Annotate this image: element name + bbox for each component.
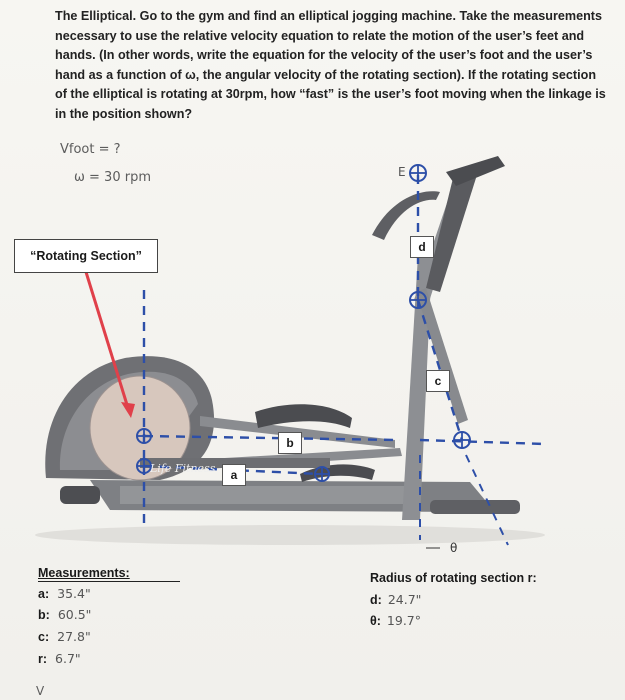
measurement-label: b: — [38, 608, 50, 622]
v-foot-note: Vfoot = ? — [60, 142, 121, 157]
moving-handle — [426, 170, 476, 292]
theta-value: 19.7° — [386, 613, 422, 628]
measurements-underline — [38, 581, 180, 582]
measurements-title: Measurements: — [38, 566, 130, 580]
brand-logo: Life Fitness — [150, 462, 216, 475]
elliptical-diagram — [0, 150, 625, 560]
measurement-row-a — [38, 586, 91, 601]
d-value: 24.7" — [387, 592, 422, 607]
measurement-value: 6.7" — [55, 651, 81, 666]
dashed-line-front — [420, 440, 545, 444]
front-handle-bar — [372, 191, 440, 240]
omega-note: ω = 30 rpm — [74, 170, 151, 185]
corner-mark: E — [398, 165, 406, 179]
measurement-value: 60.5" — [57, 607, 92, 622]
rotating-section-label: “Rotating Section” — [14, 239, 158, 273]
measurement-row-c — [38, 629, 91, 644]
measurement-label: c: — [38, 630, 50, 644]
label-a: a — [222, 464, 246, 486]
measurement-value: 35.4" — [57, 586, 91, 601]
measurement-row-r — [38, 651, 81, 666]
radius-label: Radius of rotating section r: — [370, 571, 537, 585]
problem-statement: The Elliptical. Go to the gym and find an elliptical jogging machine. Take the measurements necessary to use the relative velocity equation to relate the motion of the user’s feet and hands. (In other words, write the equation for the velocity of the user’s foot and the user’s hand as a function of ω, the angular velocity of the rotating section). If the rotating section of the elliptical is rotating at 30rpm, how “fast” is the user’s foot moving when the linkage is in the position shown? — [55, 9, 606, 121]
label-d: d — [410, 236, 434, 258]
measurement-row-d — [370, 592, 421, 607]
theta-symbol: θ — [450, 541, 458, 555]
bottom-handwritten-mark: V — [36, 684, 45, 698]
d-label: d: — [370, 593, 382, 607]
measurement-value: 27.8" — [57, 629, 91, 644]
measurement-row-b — [38, 607, 91, 622]
theta-label: θ: — [370, 614, 381, 628]
measurement-label: a: — [38, 587, 50, 601]
front-foot — [430, 500, 520, 514]
measurement-row-theta — [370, 613, 421, 628]
floor-shadow — [35, 525, 545, 545]
label-b: b — [278, 432, 302, 454]
rear-foot — [60, 486, 100, 504]
label-c: c — [426, 370, 450, 392]
measurement-label: r: — [38, 652, 48, 666]
upper-pedal — [255, 404, 352, 428]
console — [446, 156, 505, 186]
base-plate — [120, 486, 420, 504]
